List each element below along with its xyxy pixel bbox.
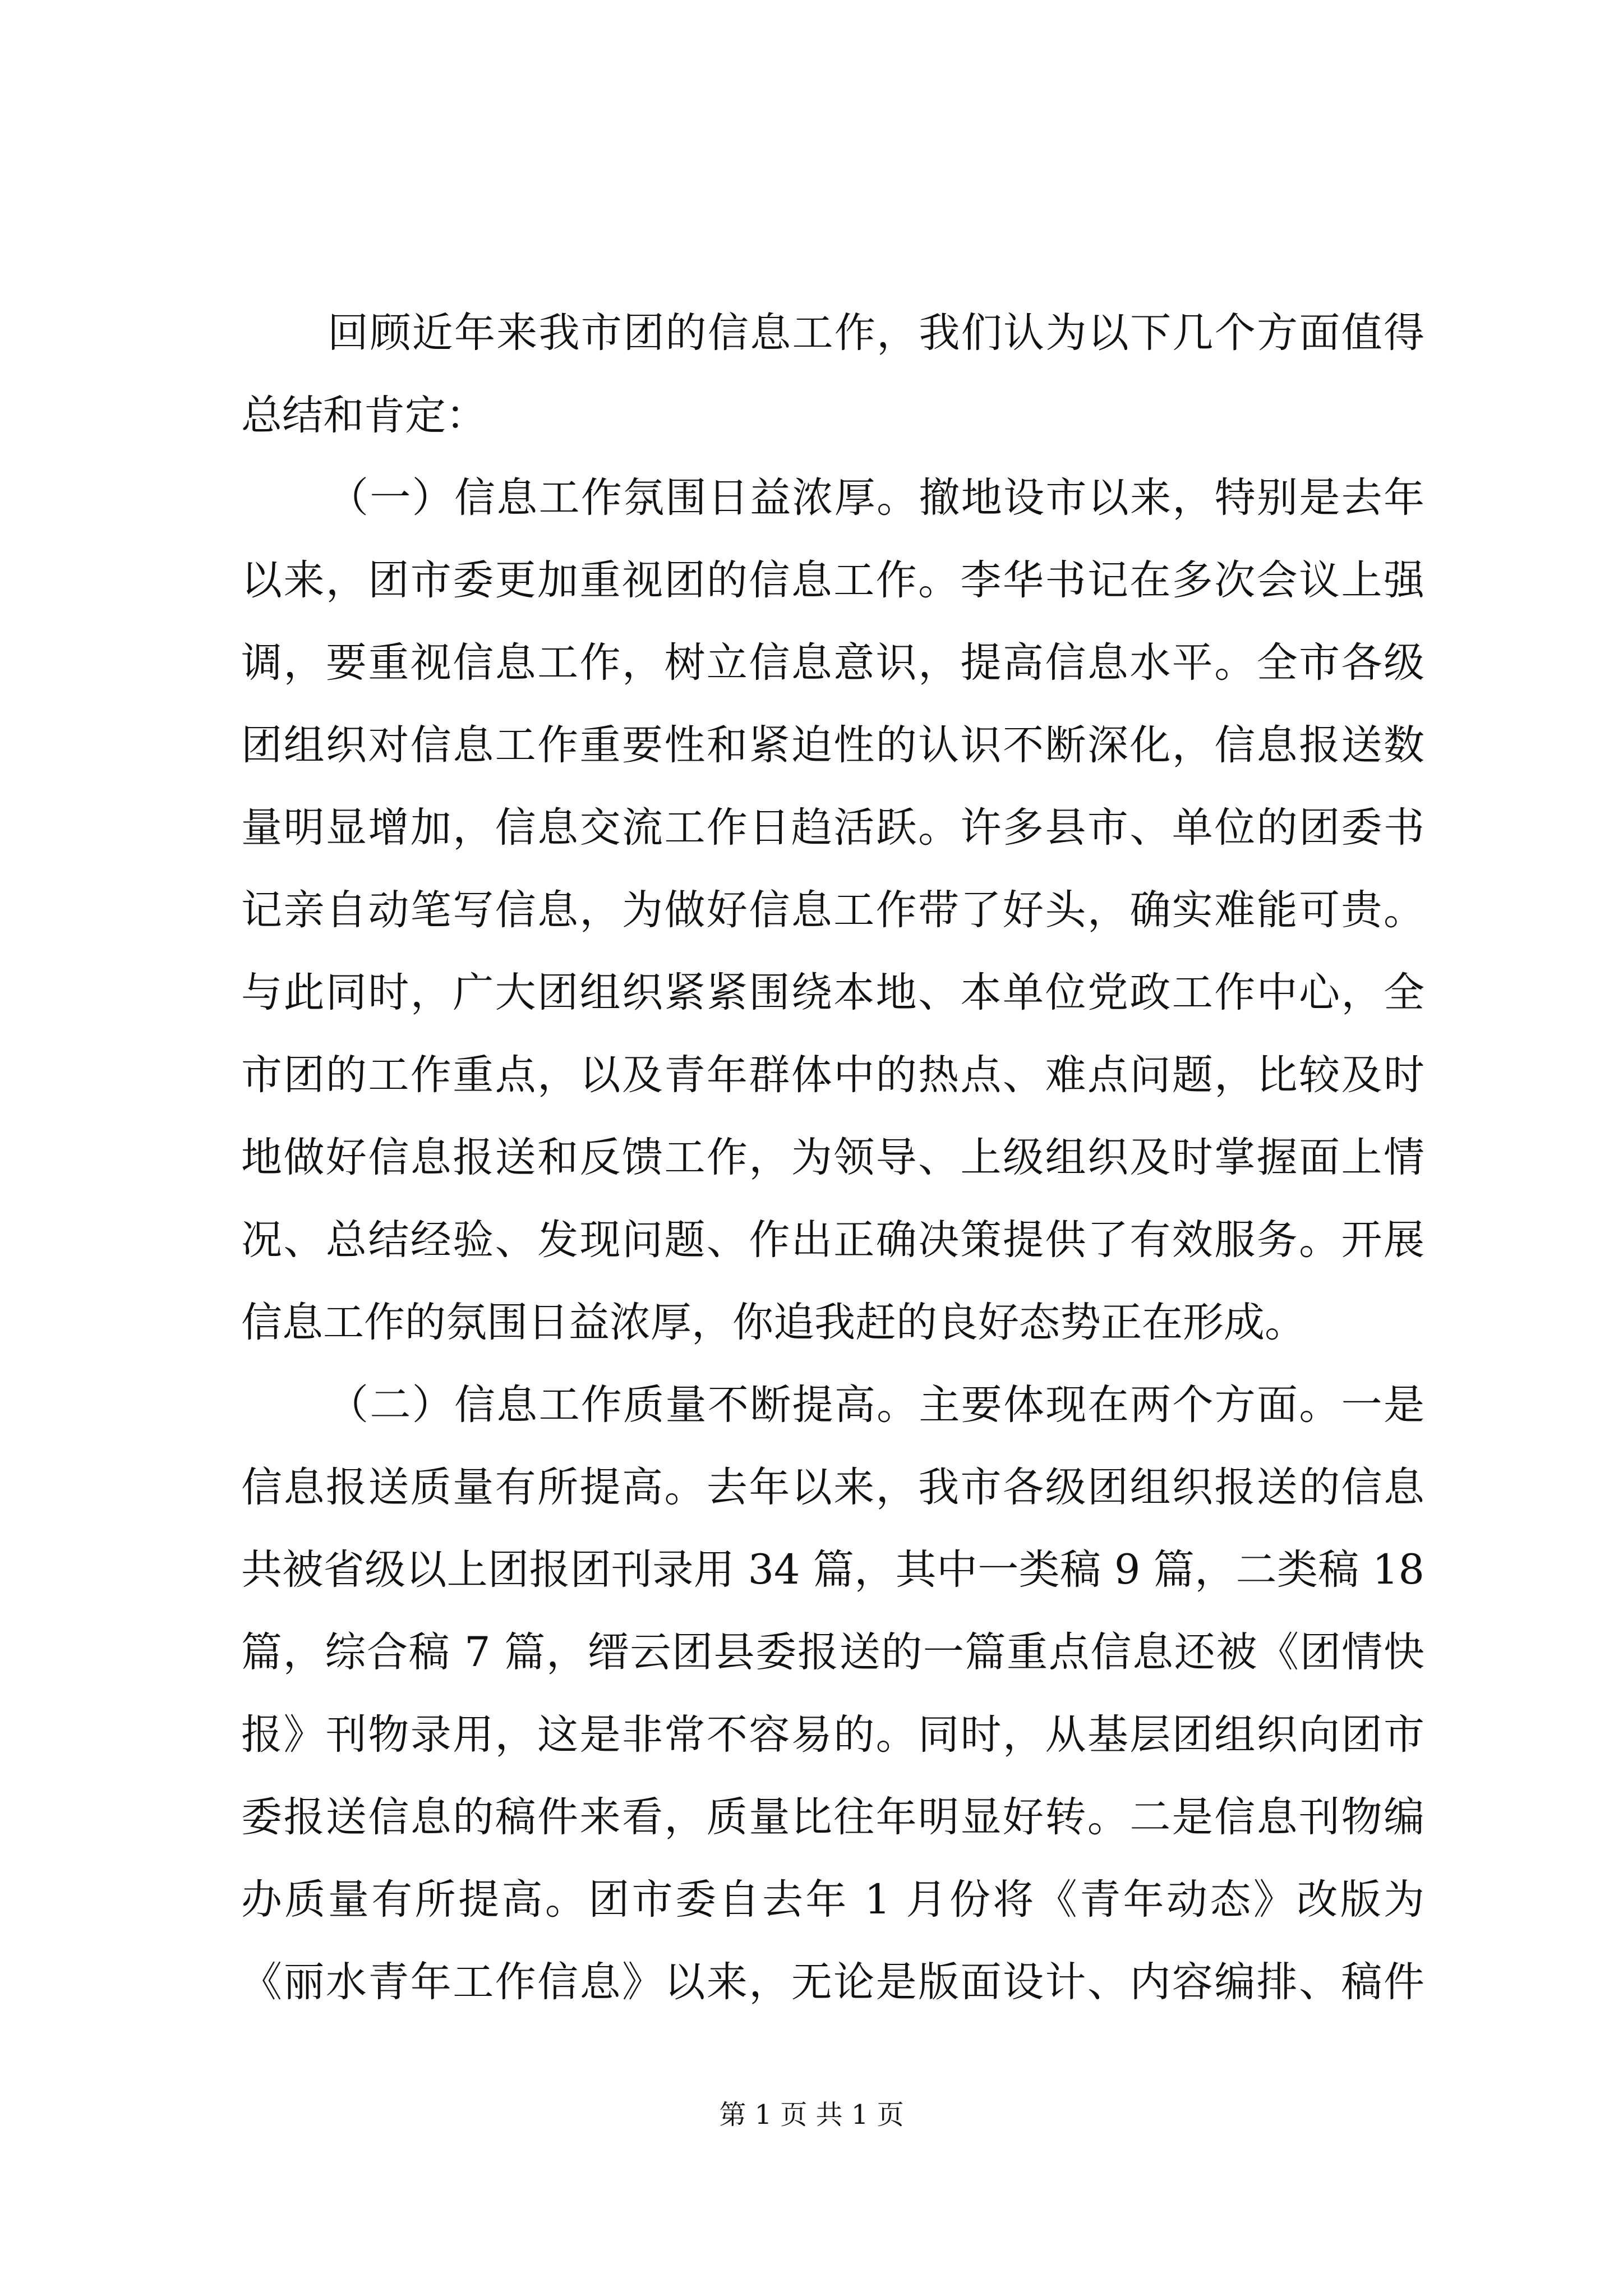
text-line: 调，要重视信息工作，树立信息意识，提高信息水平。全市各级 xyxy=(241,639,1424,687)
text-line: 篇，综合稿 7 篇，缙云团县委报送的一篇重点信息还被《团情快 xyxy=(241,1628,1424,1676)
text-line: 地做好信息报送和反馈工作，为领导、上级组织及时掌握面上情 xyxy=(241,1134,1424,1181)
text-line: 信息工作的氛围日益浓厚，你追我赶的良好态势正在形成。 xyxy=(241,1299,1306,1346)
text-line: 况、总结经验、发现问题、作出正确决策提供了有效服务。开展 xyxy=(241,1216,1424,1264)
text-line: 以来，团市委更加重视团的信息工作。李华书记在多次会议上强 xyxy=(241,556,1424,604)
text-line: （二）信息工作质量不断提高。主要体现在两个方面。一是 xyxy=(328,1381,1424,1429)
text-line: 总结和肯定： xyxy=(241,392,487,439)
text-line: 团组织对信息工作重要性和紧迫性的认识不断深化，信息报送数 xyxy=(241,721,1424,769)
text-line: 《丽水青年工作信息》以来，无论是版面设计、内容编排、稿件 xyxy=(241,1958,1424,2006)
text-line: 与此同时，广大团组织紧紧围绕本地、本单位党政工作中心，全 xyxy=(241,969,1424,1016)
text-line: 市团的工作重点，以及青年群体中的热点、难点问题，比较及时 xyxy=(241,1051,1424,1099)
text-line: 回顾近年来我市团的信息工作，我们认为以下几个方面值得 xyxy=(328,309,1424,357)
text-line: 信息报送质量有所提高。去年以来，我市各级团组织报送的信息 xyxy=(241,1464,1424,1511)
text-line: （一）信息工作氛围日益浓厚。撤地设市以来，特别是去年 xyxy=(328,474,1424,522)
text-line: 报》刊物录用，这是非常不容易的。同时，从基层团组织向团市 xyxy=(241,1711,1424,1759)
text-line: 记亲自动笔写信息，为做好信息工作带了好头，确实难能可贵。 xyxy=(241,886,1424,934)
page-number-label: 第 1 页 共 1 页 xyxy=(719,2099,904,2131)
text-line: 委报送信息的稿件来看，质量比往年明显好转。二是信息刊物编 xyxy=(241,1793,1424,1841)
text-line: 共被省级以上团报团刊录用 34 篇，其中一类稿 9 篇，二类稿 18 xyxy=(241,1546,1424,1594)
text-line: 办质量有所提高。团市委自去年 1 月份将《青年动态》改版为 xyxy=(241,1876,1424,1924)
page-footer xyxy=(0,2098,1623,2132)
document-body xyxy=(241,292,1424,2023)
text-line: 量明显增加，信息交流工作日趋活跃。许多县市、单位的团委书 xyxy=(241,804,1424,852)
